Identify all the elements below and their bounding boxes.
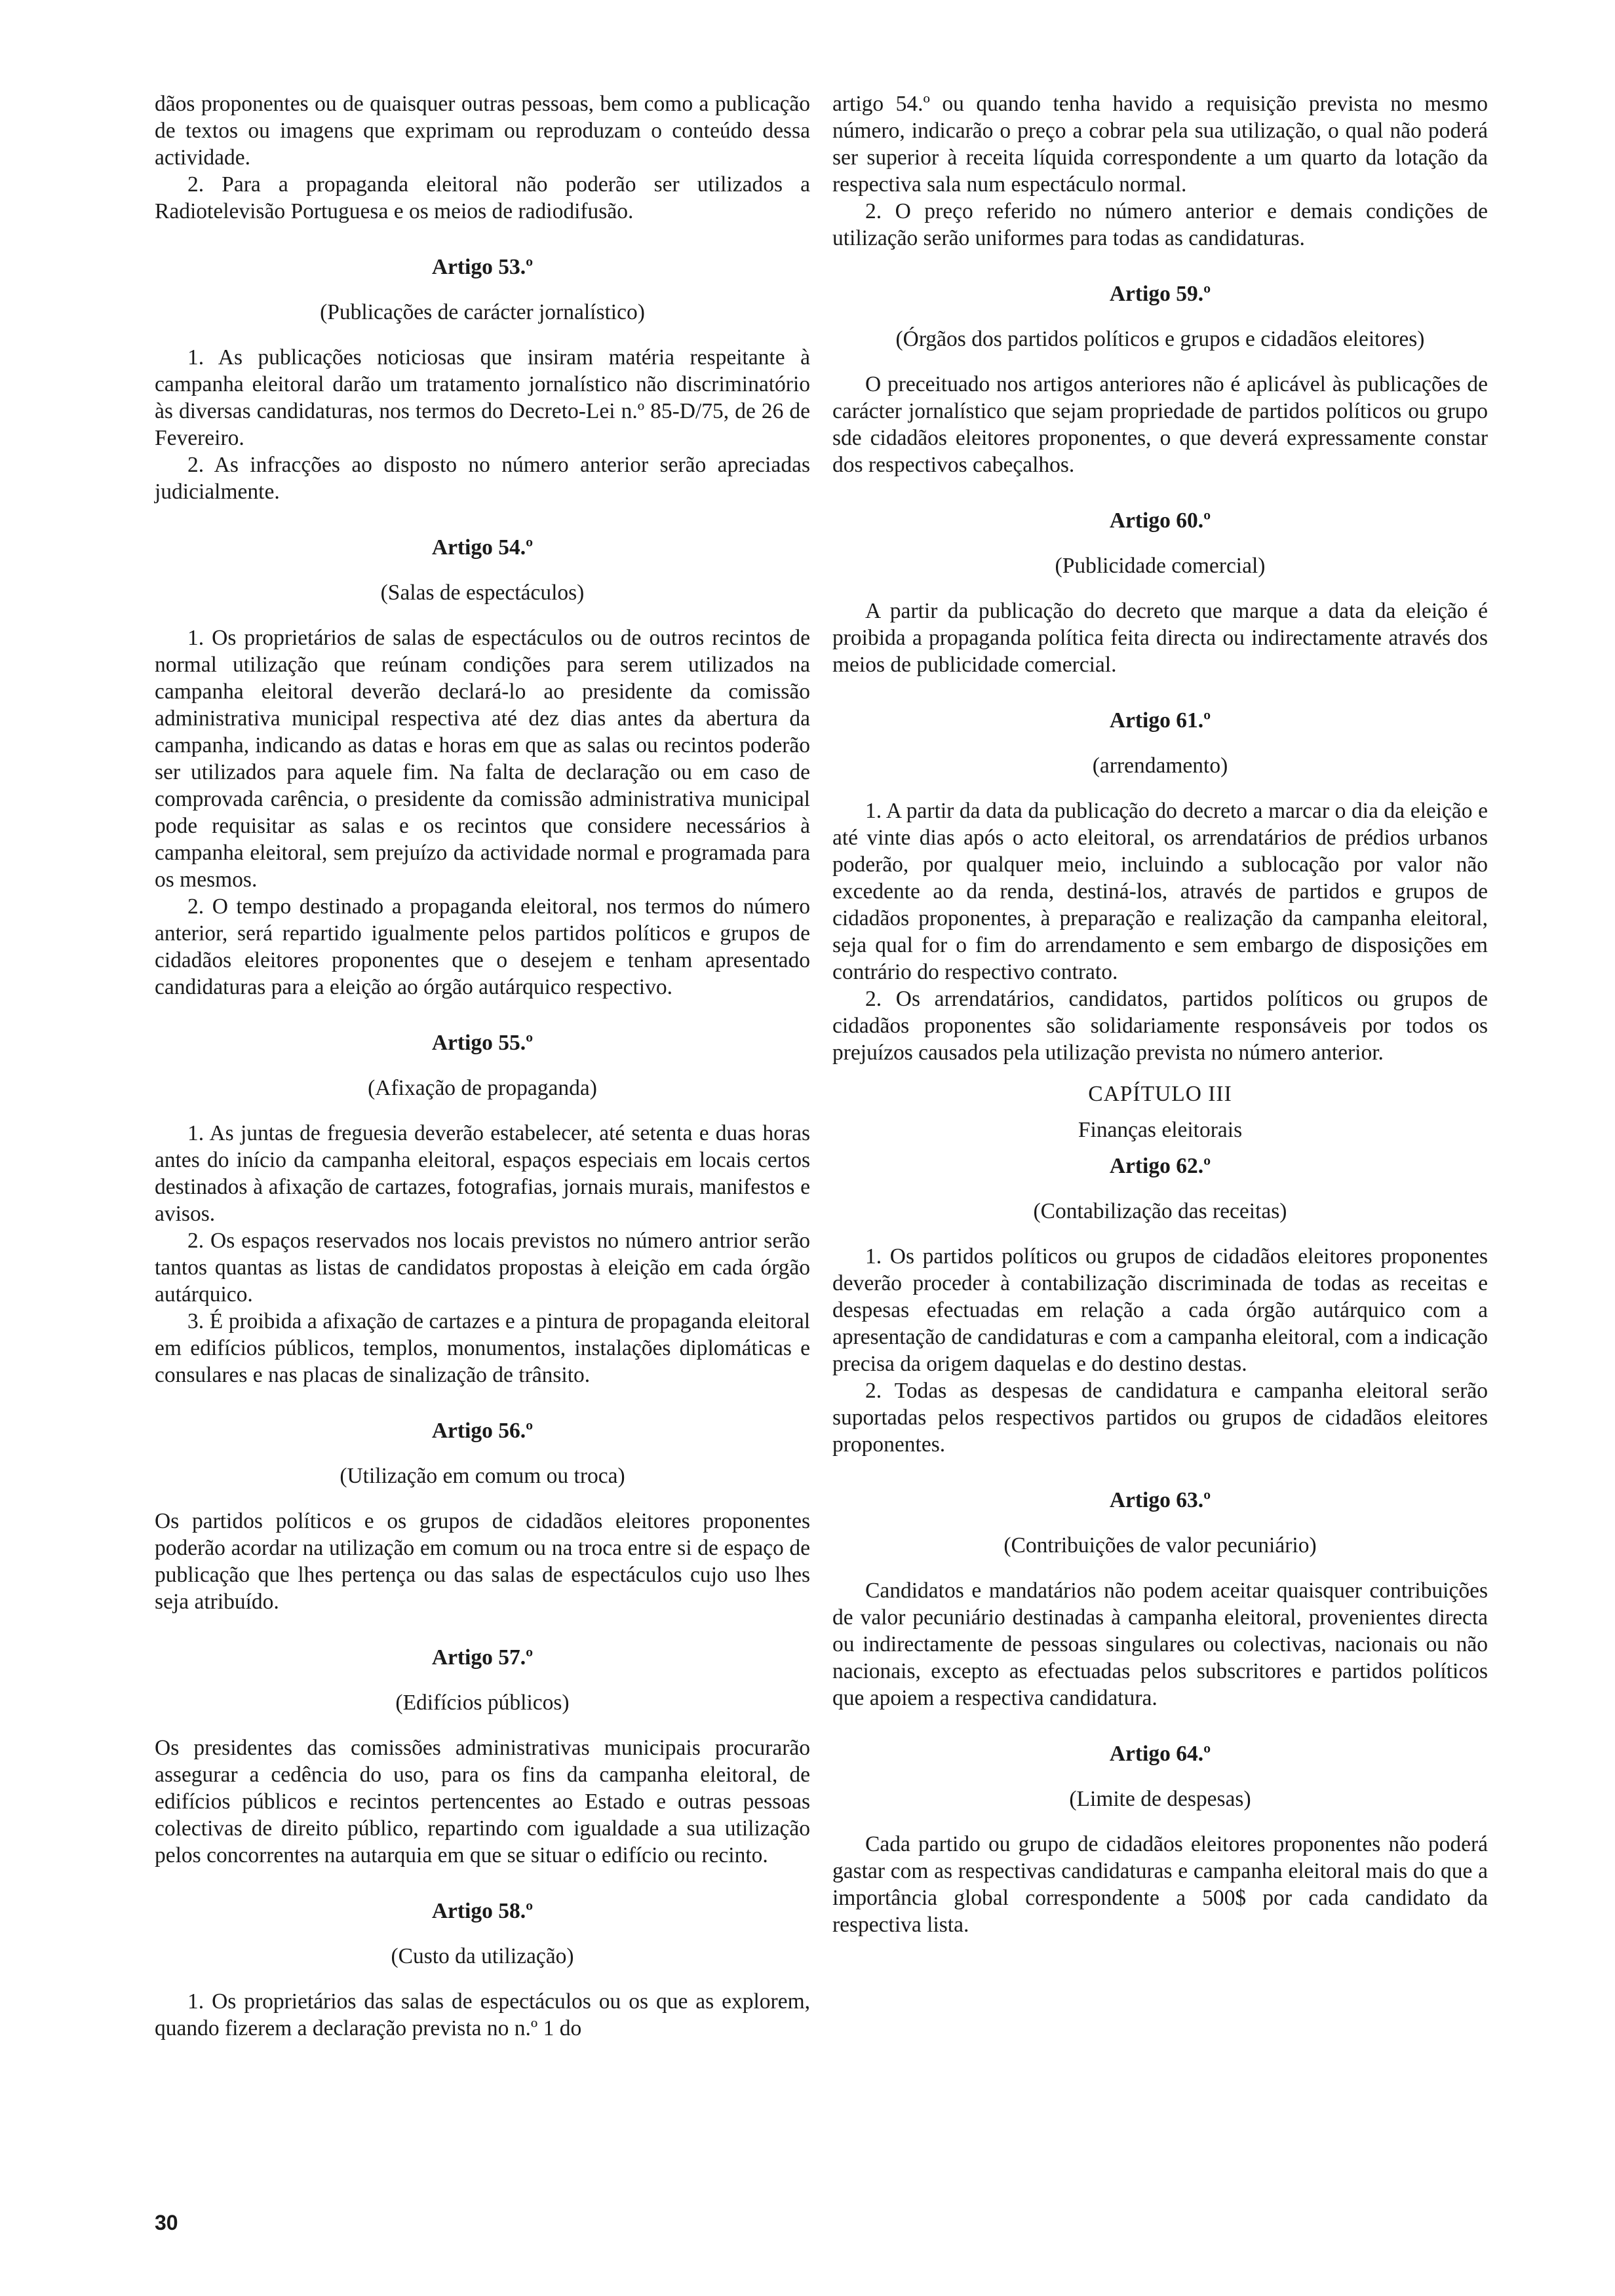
paragraph: 2. Os espaços reservados nos locais previstos no número antrior serão tantos quantas as listas de candidatos propostas à eleição em cada órgão autárquico. xyxy=(155,1229,810,1307)
paragraph: O preceituado nos artigos anteriores não é aplicável às publicações de carácter jornalístico que sejam propriedade de partidos políticos ou grupo sde cidadãos eleitores proponentes, o que deverá expressamente constar dos respectivos cabeçalhos. xyxy=(832,372,1488,477)
paragraph: artigo 54.º ou quando tenha havido a requisição prevista no mesmo número, indicarão o preço a cobrar pela sua utilização, o qual não poderá ser superior à receita líquida correspondente a um quarto da lotação da respectiva sala num espectáculo normal. xyxy=(832,92,1488,197)
paragraph: 2. O tempo destinado a propaganda eleitoral, nos termos do número anterior, será repartido igualmente pelos partidos políticos e grupos de cidadãos eleitores proponentes que o desejem e tenham apresentado candidaturas para a eleição ao órgão autárquico respectivo. xyxy=(155,894,810,999)
article-subtitle: (Salas de espectáculos) xyxy=(380,581,585,605)
paragraph: 3. É proibida a afixação de cartazes e a pintura de propaganda eleitoral em edifícios públicos, templos, monumentos, instalações diplomáticas e consulares e nas placas de sinalização de trânsito. xyxy=(155,1309,810,1387)
paragraph: dãos proponentes ou de quaisquer outras pessoas, bem como a publicação de textos ou imagens que exprimam ou reproduzam o conteúdo dessa actividade. xyxy=(155,92,810,170)
article-subtitle: (Contribuições de valor pecuniário) xyxy=(1003,1533,1317,1558)
chapter-subtitle: Finanças eleitorais xyxy=(1078,1118,1243,1142)
paragraph: Os partidos políticos e os grupos de cidadãos eleitores proponentes poderão acordar na utilização em comum ou na troca entre si de espaço de publicação que lhes pertença ou das salas de espectáculos cujo uso lhes seja atribuído. xyxy=(155,1509,810,1614)
article-heading: Artigo 53.º xyxy=(431,255,534,279)
article-heading: Artigo 59.º xyxy=(1109,282,1211,306)
article-heading: Artigo 57.º xyxy=(431,1645,534,1670)
article-subtitle: (Contabilização das receitas) xyxy=(1033,1199,1287,1223)
paragraph: Cada partido ou grupo de cidadãos eleitores proponentes não poderá gastar com as respectivas candidaturas e campanha eleitoral mais do que a importância global correspondente a 500$ por cada candidato da respectiva lista. xyxy=(832,1832,1488,1937)
article-subtitle: (Publicidade comercial) xyxy=(1055,554,1266,578)
article-heading: Artigo 55.º xyxy=(431,1031,534,1055)
page-number: 30 xyxy=(155,2211,178,2234)
left-column xyxy=(155,90,810,2042)
paragraph: Os presidentes das comissões administrativas municipais procurarão assegurar a cedência do uso, para os fins da campanha eleitoral, de edifícios públicos e recintos pertencentes ao Estado e outras pessoas colectivas de direito público, repartindo com igualdade a sua utilização pelos concorrentes na autarquia em que se situar o edifício ou recinto. xyxy=(155,1736,810,1867)
article-subtitle: (Publicações de carácter jornalístico) xyxy=(320,300,645,324)
paragraph: 1. As publicações noticiosas que insiram matéria respeitante à campanha eleitoral darão um tratamento jornalístico não discriminatório às diversas candidaturas, nos termos do Decreto-Lei n.º 85-D/75, de 26 de Fevereiro. xyxy=(155,345,810,450)
paragraph: 1. Os proprietários de salas de espectáculos ou de outros recintos de normal utilização que reúnam condições para serem utilizados na campanha eleitoral deverão declará-lo ao presidente da comissão administrativa municipal respectiva até dez dias antes da abertura da campanha, indicando as datas e horas em que as salas ou recintos poderão ser utilizados para aquele fim. Na falta de declaração ou em caso de comprovada carência, o presidente da comissão administrativa municipal pode requisitar as salas e os recintos que considere necessários à campanha eleitoral, sem prejuízo da actividade normal e programada para os mesmos. xyxy=(155,626,810,892)
paragraph: Candidatos e mandatários não podem aceitar quaisquer contribuições de valor pecuniário destinadas à campanha eleitoral, provenientes directa ou indirectamente de pessoas singulares ou colectivas, nacionais ou não nacionais, excepto as efectuadas pelos subscritores e partidos políticos que apoiem a respectiva candidatura. xyxy=(832,1578,1488,1710)
paragraph: 2. As infracções ao disposto no número anterior serão apreciadas judicialmente. xyxy=(155,453,810,504)
article-subtitle: (Edifícios públicos) xyxy=(395,1691,570,1715)
paragraph: 1. A partir da data da publicação do decreto a marcar o dia da eleição e até vinte dias após o acto eleitoral, os arrendatários de prédios urbanos poderão, por qualquer meio, incluindo a sublocação por valor não excedente ao da renda, destiná-los, através de partidos e grupos de cidadãos proponentes, à preparação e realização da campanha eleitoral, seja qual for o fim do arrendamento e sem embargo de disposições em contrário do respectivo contrato. xyxy=(832,799,1488,984)
chapter-title: CAPÍTULO III xyxy=(1088,1082,1232,1106)
paragraph: 1. Os proprietários das salas de espectáculos ou os que as explorem, quando fizerem a declaração prevista no n.º 1 do xyxy=(155,1989,810,2040)
right-column xyxy=(832,90,1488,1938)
article-subtitle: (Órgãos dos partidos políticos e grupos e cidadãos eleitores) xyxy=(895,327,1425,351)
article-heading: Artigo 61.º xyxy=(1109,708,1211,733)
article-heading: Artigo 54.º xyxy=(431,535,534,560)
paragraph: 1. As juntas de freguesia deverão estabelecer, até setenta e duas horas antes do início da campanha eleitoral, espaços especiais em locais certos destinados à afixação de cartazes, fotografias, jornais murais, manifestos e avisos. xyxy=(155,1121,810,1226)
paragraph: A partir da publicação do decreto que marque a data da eleição é proibida a propaganda política feita directa ou indirectamente através dos meios de publicidade comercial. xyxy=(832,599,1488,677)
paragraph: 2. Para a propaganda eleitoral não poderão ser utilizados a Radiotelevisão Portuguesa e os meios de radiodifusão. xyxy=(155,172,810,223)
article-heading: Artigo 62.º xyxy=(1109,1154,1211,1178)
article-subtitle: (Custo da utilização) xyxy=(391,1944,574,1968)
article-heading: Artigo 64.º xyxy=(1109,1742,1211,1766)
article-heading: Artigo 63.º xyxy=(1109,1488,1211,1512)
paragraph: 1. Os partidos políticos ou grupos de cidadãos eleitores proponentes deverão proceder à contabilização discriminada de todas as receitas e despesas efectuadas em relação a cada órgão autárquico com a apresentação de candidaturas e com a campanha eleitoral, com a indicação precisa da origem daquelas e do destino destas. xyxy=(832,1244,1488,1376)
article-heading: Artigo 56.º xyxy=(431,1419,534,1443)
paragraph: 2. O preço referido no número anterior e demais condições de utilização serão uniformes para todas as candidaturas. xyxy=(832,199,1488,250)
article-subtitle: (arrendamento) xyxy=(1092,754,1228,778)
paragraph: 2. Todas as despesas de candidatura e campanha eleitoral serão suportadas pelos respectivos partidos ou grupos de cidadãos eleitores proponentes. xyxy=(832,1379,1488,1457)
article-subtitle: (Afixação de propaganda) xyxy=(368,1076,597,1100)
article-heading: Artigo 60.º xyxy=(1109,508,1211,533)
article-subtitle: (Limite de despesas) xyxy=(1069,1787,1251,1811)
article-heading: Artigo 58.º xyxy=(431,1899,534,1923)
paragraph: 2. Os arrendatários, candidatos, partidos políticos ou grupos de cidadãos proponentes são solidariamente responsáveis por todos os prejuízos causados pela utilização prevista no número anterior. xyxy=(832,987,1488,1065)
article-subtitle: (Utilização em comum ou troca) xyxy=(340,1464,625,1488)
